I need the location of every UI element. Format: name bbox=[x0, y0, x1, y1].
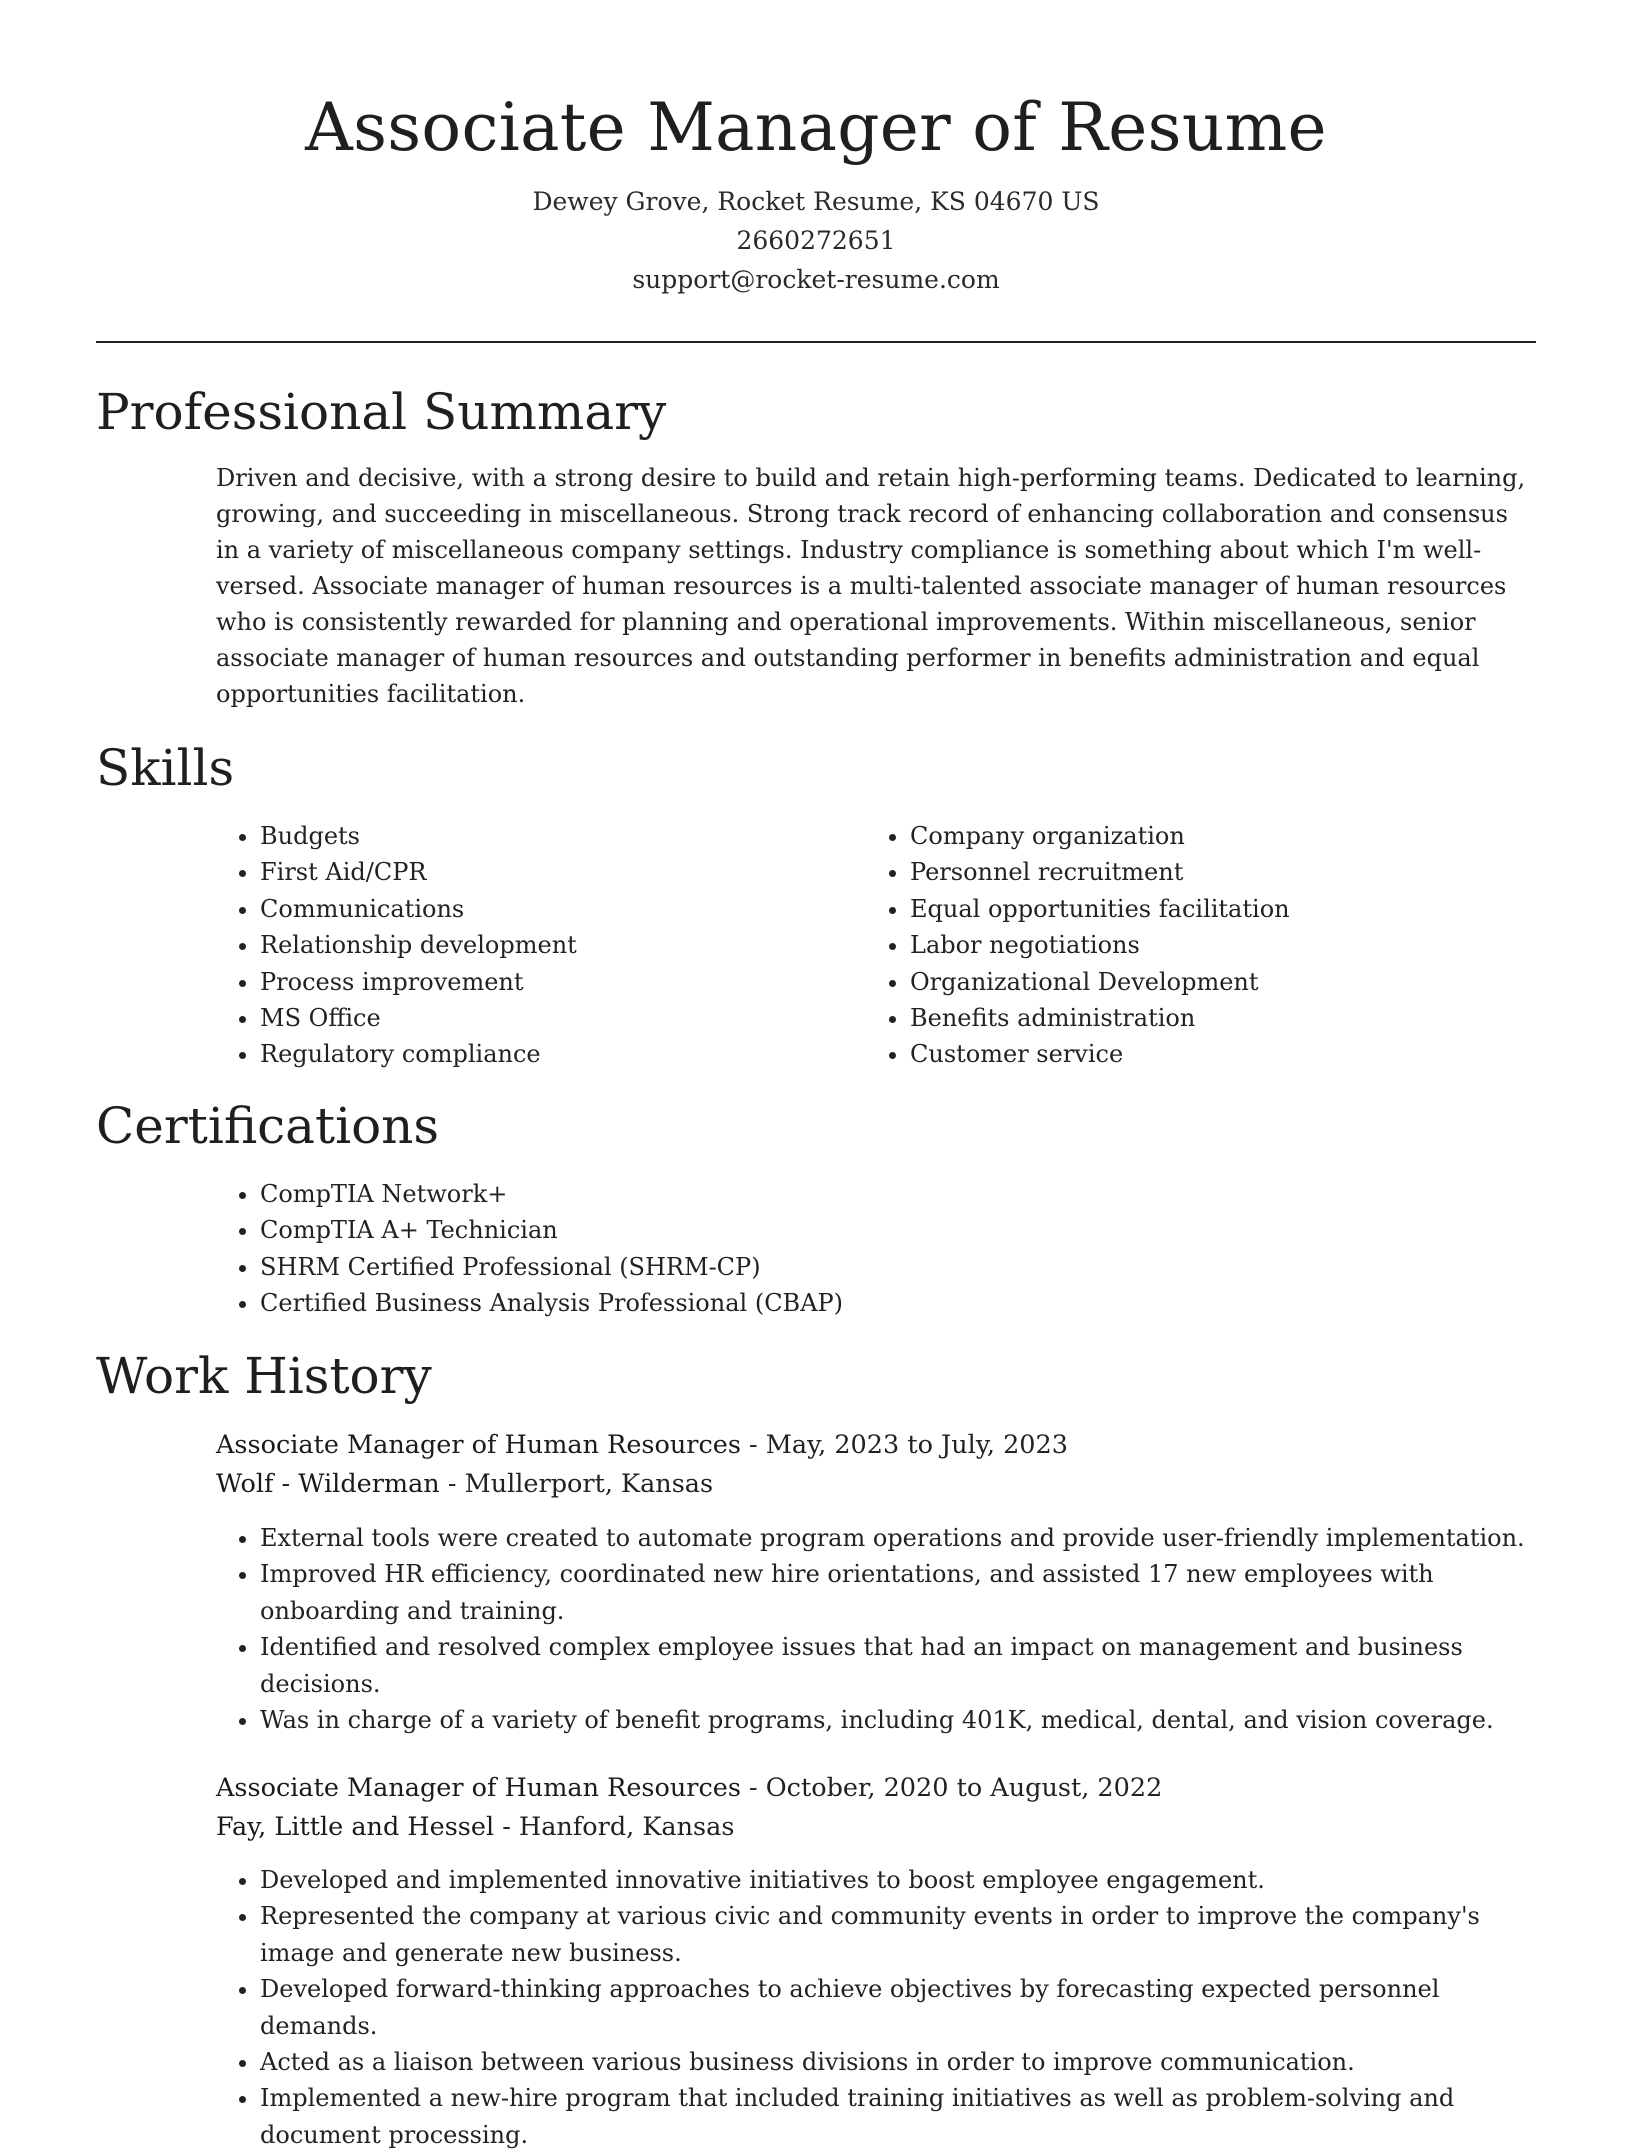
skill-item: • First Aid/CPR bbox=[260, 854, 856, 890]
certifications-list bbox=[216, 1176, 1516, 1322]
job-header bbox=[216, 1426, 1536, 1504]
section-title-work-history: Work History bbox=[96, 1347, 432, 1405]
section-title-professional-summary: Professional Summary bbox=[96, 383, 667, 441]
job-company: Wolf - Wilderman bbox=[216, 1469, 440, 1499]
job-separator: - bbox=[740, 1430, 766, 1460]
job-bullet: • Developed forward-thinking approaches to achieve objectives by forecasting expected personnel demands. bbox=[260, 1971, 1536, 2044]
skill-item: • Labor negotiations bbox=[910, 927, 1526, 963]
skill-item: • Budgets bbox=[260, 818, 856, 854]
section-title-certifications: Certifications bbox=[96, 1097, 440, 1155]
job-company-line bbox=[216, 1808, 1536, 1847]
job-bullet-list bbox=[216, 1520, 1536, 1738]
certification-item: • CompTIA Network+ bbox=[260, 1176, 1516, 1212]
skill-item: • Communications bbox=[260, 891, 856, 927]
skill-item: • Relationship development bbox=[260, 927, 856, 963]
skill-item: • MS Office bbox=[260, 1000, 856, 1036]
job-bullet: • Identified and resolved complex employee issues that had an impact on management and business decisions. bbox=[260, 1629, 1536, 1702]
job-dates: May, 2023 to July, 2023 bbox=[765, 1430, 1068, 1460]
job-company: Fay, Little and Hessel bbox=[216, 1812, 495, 1842]
skill-item: • Equal opportunities facilitation bbox=[910, 891, 1526, 927]
job-company-line bbox=[216, 1465, 1536, 1504]
skills-column-left bbox=[216, 818, 856, 1073]
skill-item: • Benefits administration bbox=[910, 1000, 1526, 1036]
job-role-line bbox=[216, 1769, 1536, 1808]
job-bullet: • Developed and implemented innovative initiatives to boost employee engagement. bbox=[260, 1862, 1536, 1898]
contact-info bbox=[96, 182, 1536, 299]
job-separator: - bbox=[494, 1812, 519, 1842]
job-bullet: • External tools were created to automate program operations and provide user-friendly implementation. bbox=[260, 1520, 1536, 1556]
certification-item: • SHRM Certified Professional (SHRM-CP) bbox=[260, 1249, 1516, 1285]
job-dates: October, 2020 to August, 2022 bbox=[765, 1773, 1163, 1803]
skill-item: • Personnel recruitment bbox=[910, 854, 1526, 890]
contact-email: support@rocket-resume.com bbox=[632, 265, 1000, 294]
job-location: Mullerport, Kansas bbox=[464, 1469, 714, 1499]
job-location: Hanford, Kansas bbox=[518, 1812, 735, 1842]
contact-phone: 2660272651 bbox=[736, 226, 896, 255]
job-role: Associate Manager of Human Resources bbox=[216, 1773, 741, 1803]
job-separator: - bbox=[740, 1773, 766, 1803]
skill-item: • Customer service bbox=[910, 1036, 1526, 1072]
job-bullet: • Acted as a liaison between various business divisions in order to improve communication. bbox=[260, 2044, 1536, 2080]
certification-item: • CompTIA A+ Technician bbox=[260, 1212, 1516, 1248]
skill-item: • Company organization bbox=[910, 818, 1526, 854]
job-role: Associate Manager of Human Resources bbox=[216, 1430, 741, 1460]
header-divider bbox=[96, 341, 1536, 343]
certification-item: • Certified Business Analysis Professional (CBAP) bbox=[260, 1285, 1516, 1321]
professional-summary-text: Driven and decisive, with a strong desire to build and retain high-performing teams. Dedicated to learning, growing, and succeeding in miscellaneous. Strong track record of enhancing collaboration and consensus in a variety of miscellaneous company settings. Industry compliance is something about which I'm well-versed. Associate manager of human resources is a multi-talented associate manager of human resources who is consistently rewarded for planning and operational improvements. Within miscellaneous, senior associate manager of human resources and outstanding performer in benefits administration and equal opportunities facilitation. bbox=[216, 464, 1526, 708]
job-bullet-list bbox=[216, 1862, 1536, 2153]
job-bullet: • Represented the company at various civic and community events in order to improve the company's image and generate new business. bbox=[260, 1898, 1536, 1971]
skills-column-right bbox=[866, 818, 1526, 1073]
job-bullet: • Improved HR efficiency, coordinated new hire orientations, and assisted 17 new employees with onboarding and training. bbox=[260, 1556, 1536, 1629]
job-bullet: • Was in charge of a variety of benefit programs, including 401K, medical, dental, and vision coverage. bbox=[260, 1702, 1536, 1738]
skill-item: • Regulatory compliance bbox=[260, 1036, 856, 1072]
job-bullet: • Implemented a new-hire program that included training initiatives as well as problem-solving and document processing. bbox=[260, 2080, 1536, 2153]
job-role-line bbox=[216, 1426, 1536, 1465]
contact-address: Dewey Grove, Rocket Resume, KS 04670 US bbox=[532, 187, 1100, 216]
resume-title: Associate Manager of Resume bbox=[305, 89, 1327, 166]
job-separator: - bbox=[439, 1469, 465, 1499]
skill-item: • Organizational Development bbox=[910, 964, 1526, 1000]
skill-item: • Process improvement bbox=[260, 964, 856, 1000]
resume-header bbox=[96, 82, 1536, 299]
section-title-skills: Skills bbox=[96, 739, 235, 797]
job-header bbox=[216, 1769, 1536, 1847]
